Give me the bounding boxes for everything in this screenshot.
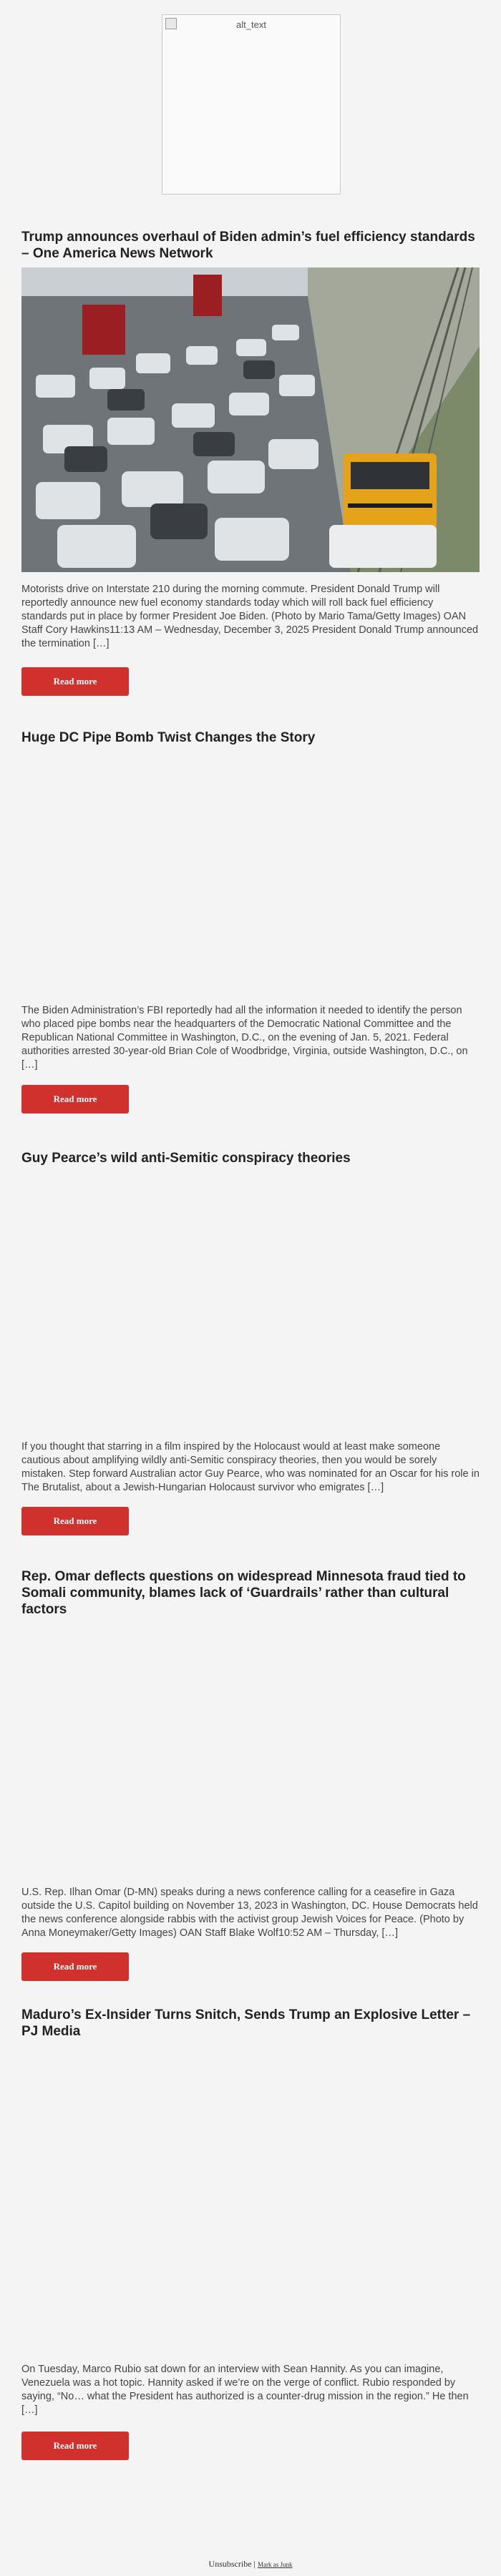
article-excerpt: U.S. Rep. Ilhan Omar (D-MN) speaks during a news conference calling for a ceasefire in Gaza outside the U.S. Capitol building on November 13, 2023 in Washington, DC. House Democrats held the news conference alongside rabbis with the activist group Jewish Voices for Peace. (Photo by Anna Moneymaker/Getty Images) OAN Staff Blake Wolf10:52 AM – Thursday, […] (21, 1887, 478, 1939)
article-excerpt: On Tuesday, Marco Rubio sat down for an interview with Sean Hannity. As you can imagine, Venezuela was a hot topic. Hannity asked if we’re on the verge of conflict. Rubio responded by saying, “No… what the President has authorized is a counter-drug mission in the region.” He then […] (21, 2364, 469, 2416)
read-more-button[interactable]: Read more (21, 667, 129, 696)
read-more-button[interactable]: Read more (21, 1952, 129, 1981)
article-image[interactable] (21, 758, 480, 1012)
article-image[interactable] (21, 1611, 480, 1887)
header-logo-image (162, 14, 341, 195)
article-title[interactable]: Huge DC Pipe Bomb Twist Changes the Story (21, 730, 316, 745)
article-title[interactable]: Trump announces overhaul of Biden admin’s fuel efficiency standards – One America News Network (21, 230, 475, 261)
mark-as-junk-link[interactable]: Mark as Junk (257, 2561, 293, 2568)
footer-separator: | (253, 2559, 256, 2569)
read-more-button[interactable]: Read more (21, 2432, 129, 2460)
article-excerpt: The Biden Administration’s FBI reportedly had all the information it needed to identify the person who placed pipe bombs near the headquarters of the Democratic National Committee and the Republican National Committee in Washington, D.C., on the evening of Jan. 5, 2021. Federal authorities arrested 30-year-old Brian Cole of Woodbridge, Virginia, outside Washington, D.C., on […] (21, 1005, 468, 1071)
article-title[interactable]: Rep. Omar deflects questions on widespread Minnesota fraud tied to Somali community, blames lack of ‘Guardrails’ rather than cultural factors (21, 1569, 466, 1617)
traffic-photo (21, 267, 480, 572)
article-title[interactable]: Maduro’s Ex-Insider Turns Snitch, Sends Trump an Explosive Letter – PJ Media (21, 2007, 471, 2039)
article-image[interactable] (21, 2050, 480, 2339)
email-footer (0, 2559, 501, 2570)
article-image[interactable] (21, 1179, 480, 1436)
article-excerpt: Motorists drive on Interstate 210 during the morning commute. President Donald Trump will reportedly announce new fuel economy standards today which will roll back fuel efficiency standards put in place by former President Joe Biden. (Photo by Mario Tama/Getty Images) OAN Staff Cory Hawkins11:13 AM – Wednesday, December 3, 2025 President Donald Trump announced the termination […] (21, 584, 479, 649)
unsubscribe-link[interactable]: Unsubscribe (208, 2559, 252, 2569)
read-more-button[interactable]: Read more (21, 1085, 129, 1114)
article-excerpt: If you thought that starring in a film inspired by the Holocaust would at least make someone cautious about amplifying wildly anti-Semitic conspiracy theories, then you would be sorely mistaken. Step forward Australian actor Guy Pearce, who was nominated for an Oscar for his role in The Brutalist, about a Jewish-Hungarian Holocaust survivor who emigrates […] (21, 1441, 480, 1493)
article-hero-image[interactable] (21, 267, 480, 572)
logo-alt-text: alt_text (236, 19, 266, 30)
read-more-button[interactable]: Read more (21, 1507, 129, 1535)
article-title[interactable]: Guy Pearce’s wild anti-Semitic conspiracy theories (21, 1151, 351, 1166)
